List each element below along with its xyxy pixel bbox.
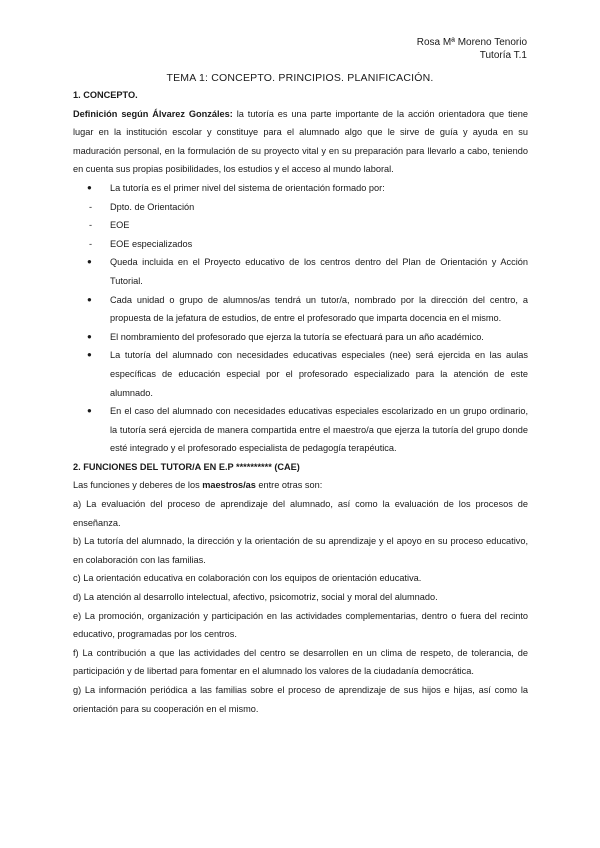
list-item-text: La tutoría del alumnado con necesidades educativas especiales (nee) será ejercida en las aulas específicas de educación especial por el profesorado especializado para la atención de este alumnado. bbox=[110, 350, 528, 398]
function-item: c) La orientación educativa en colaboración con los equipos de orientación educativa. bbox=[73, 573, 422, 584]
author-name: Rosa Mª Moreno Tenorio bbox=[416, 37, 527, 48]
list-item bbox=[73, 346, 528, 402]
list-item bbox=[73, 179, 528, 198]
dash-item-text: Dpto. de Orientación bbox=[110, 201, 195, 212]
list-item bbox=[73, 328, 528, 347]
dash-icon: - bbox=[89, 238, 93, 249]
function-item: a) La evaluación del proceso de aprendizaje del alumnado, así como la evaluación de los procesos de enseñanza. bbox=[73, 499, 528, 528]
intro-bold-text: maestros/as bbox=[202, 480, 256, 491]
definition-paragraph bbox=[73, 105, 528, 179]
dash-item-text: EOE bbox=[110, 220, 130, 231]
function-item: e) La promoción, organización y participación en las actividades complementarias, dentro o fuera del recinto educativo, programadas por los centros. bbox=[73, 610, 528, 640]
functions-intro bbox=[73, 476, 528, 495]
function-item: f) La contribución a que las actividades del centro se desarrollen en un clima de respeto, de tolerancia, de participación y de libertad para fomentar en el alumnado los valores de la ciudadanía democrática. bbox=[73, 647, 528, 677]
intro-text-end: entre otras son: bbox=[255, 480, 323, 491]
function-item: b) La tutoría del alumnado, la dirección y la orientación de su aprendizaje y el apoyo en su proceso educativo, en colaboración con las familias. bbox=[73, 536, 528, 565]
document-title: TEMA 1: CONCEPTO. PRINCIPIOS. PLANIFICACIÓN. bbox=[166, 72, 434, 84]
header-subtitle: Tutoría T.1 bbox=[479, 50, 527, 61]
page-header bbox=[417, 36, 527, 62]
bullet-icon: ● bbox=[87, 406, 92, 416]
document-body bbox=[73, 86, 528, 718]
dash-icon: - bbox=[89, 220, 93, 231]
function-item: g) La información periódica a las familias sobre el proceso de aprendizaje de sus hijos e hijas, así como la orientación para su cooperación en el mismo. bbox=[73, 685, 528, 714]
list-item-text: Queda incluida en el Proyecto educativo de los centros dentro del Plan de Orientación y Acción Tutorial. bbox=[110, 257, 528, 286]
function-item: d) La atención al desarrollo intelectual, afectivo, psicomotriz, social y moral del alumnado. bbox=[73, 592, 438, 603]
section-heading-concepto: 1. CONCEPTO. bbox=[73, 90, 138, 100]
definition-label: Definición según Álvarez Gonzáles: bbox=[73, 108, 233, 119]
definition-text: la tutoría es una parte importante de la acción orientadora que tiene lugar en la institución escolar y constituye para el alumnado algo que le sirve de guía y ayuda en su maduración personal, en la formulación de su proyecto vital y en su preparación para llevarlo a cabo, teniendo en cuenta sus propias posibilidades, los estudios y el acceso al mundo laboral. bbox=[73, 108, 528, 175]
dash-item bbox=[73, 216, 528, 235]
list-item-text: El nombramiento del profesorado que ejerza la tutoría se efectuará para un año académico. bbox=[110, 331, 484, 342]
list-item-text: La tutoría es el primer nivel del sistema de orientación formado por: bbox=[110, 182, 385, 193]
bullet-icon: ● bbox=[87, 294, 92, 304]
bullet-icon: ● bbox=[87, 331, 92, 341]
dash-icon: - bbox=[89, 201, 93, 212]
list-item-text: Cada unidad o grupo de alumnos/as tendrá un tutor/a, nombrado por la dirección del centro, a propuesta de la jefatura de estudios, de entre el profesorado que imparta docencia en el mismo. bbox=[110, 294, 528, 324]
dash-item-text: EOE especializados bbox=[110, 238, 193, 249]
dash-item bbox=[73, 235, 528, 254]
bullet-icon: ● bbox=[87, 182, 92, 192]
list-item bbox=[73, 402, 528, 458]
dash-item bbox=[73, 198, 528, 217]
concept-list bbox=[73, 179, 528, 458]
bullet-icon: ● bbox=[87, 350, 92, 360]
list-item bbox=[73, 291, 528, 328]
list-item-text: En el caso del alumnado con necesidades educativas especiales escolarizado en un grupo ordinario, la tutoría será ejercida de manera compartida entre el maestro/a que ejerza la tutoría del grupo donde esté integrado y el profesorado especialista de pedagogía terapéutica. bbox=[110, 406, 528, 454]
bullet-icon: ● bbox=[87, 257, 92, 267]
list-item bbox=[73, 253, 528, 290]
section-heading-funciones: 2. FUNCIONES DEL TUTOR/A EN E.P ********** (CAE) bbox=[73, 461, 300, 472]
intro-text: Las funciones y deberes de los bbox=[73, 480, 203, 491]
